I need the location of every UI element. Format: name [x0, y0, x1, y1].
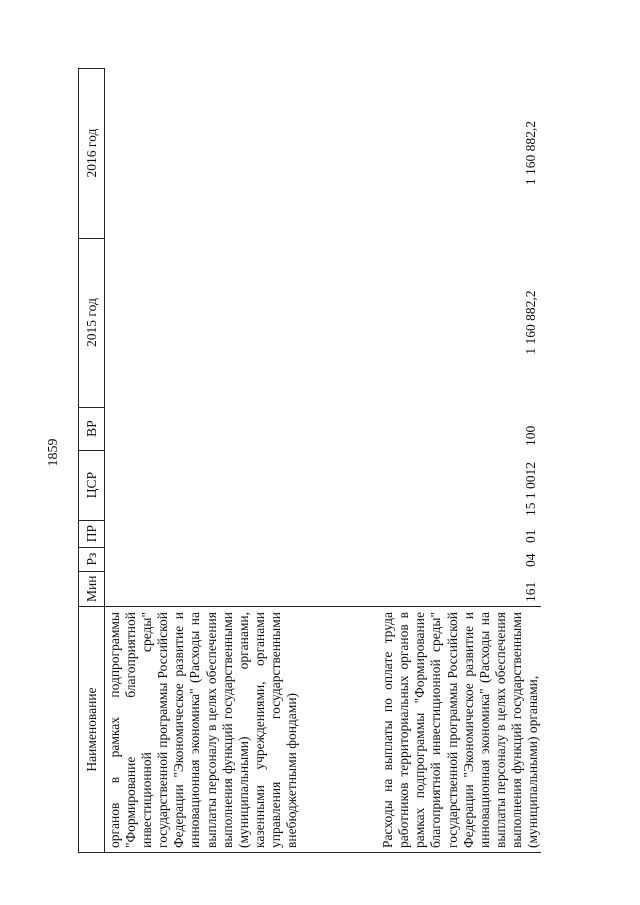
row-2015: 1 160 882,2: [523, 290, 539, 355]
col-header-csr: ЦСР: [79, 450, 105, 520]
row-2016: 1 160 882,2: [523, 120, 539, 186]
row-2015: [105, 238, 301, 407]
col-header-rz: Рз: [79, 547, 105, 571]
row-rz: [105, 547, 301, 571]
col-header-min: Мин: [79, 571, 105, 606]
table-row: [105, 68, 301, 852]
row-csr: 15 1 0012: [523, 462, 539, 517]
col-header-name: Наименование: [79, 607, 105, 853]
row-name: Расходы на выплаты по оплате труда работников территориальных органов в рамках подпрограммы "Формирование благоприятной инвестиционной среды" государственной программы Российской Федерации "Экономическое развитие и инновационная экономика" (Расходы на выплаты персоналу в целях обеспечения выполнения функций государственными (муниципальными) органами,: [300, 607, 541, 853]
row-vr: 100: [523, 425, 539, 447]
row-min: 161: [523, 581, 539, 602]
row-rz: 04: [523, 553, 539, 568]
page-number: 1859: [46, 438, 61, 467]
row-2016: [105, 68, 301, 238]
col-header-vr: ВР: [79, 407, 105, 450]
row-name: органов в рамках подпрограммы "Формирование благоприятной инвестиционной среды" государственной программы Российской Федерации "Экономическое развитие и инновационная экономика" (Расходы на выплаты персоналу в целях обеспечения выполнения функций государственными (муниципальными) органами, казенными учреждениями, органами управления государственными внебюджетными фондами): [105, 607, 301, 853]
row-min: [105, 571, 301, 606]
col-header-2015: 2015 год: [79, 238, 105, 407]
row-vr: [105, 407, 301, 450]
row-pr: [105, 520, 301, 547]
header-row: [79, 68, 105, 852]
budget-table: [78, 68, 541, 853]
row-csr: [105, 450, 301, 520]
table-row: [300, 68, 541, 852]
col-header-2016: 2016 год: [79, 68, 105, 238]
col-header-pr: ПР: [79, 520, 105, 547]
row-pr: 01: [523, 529, 539, 544]
